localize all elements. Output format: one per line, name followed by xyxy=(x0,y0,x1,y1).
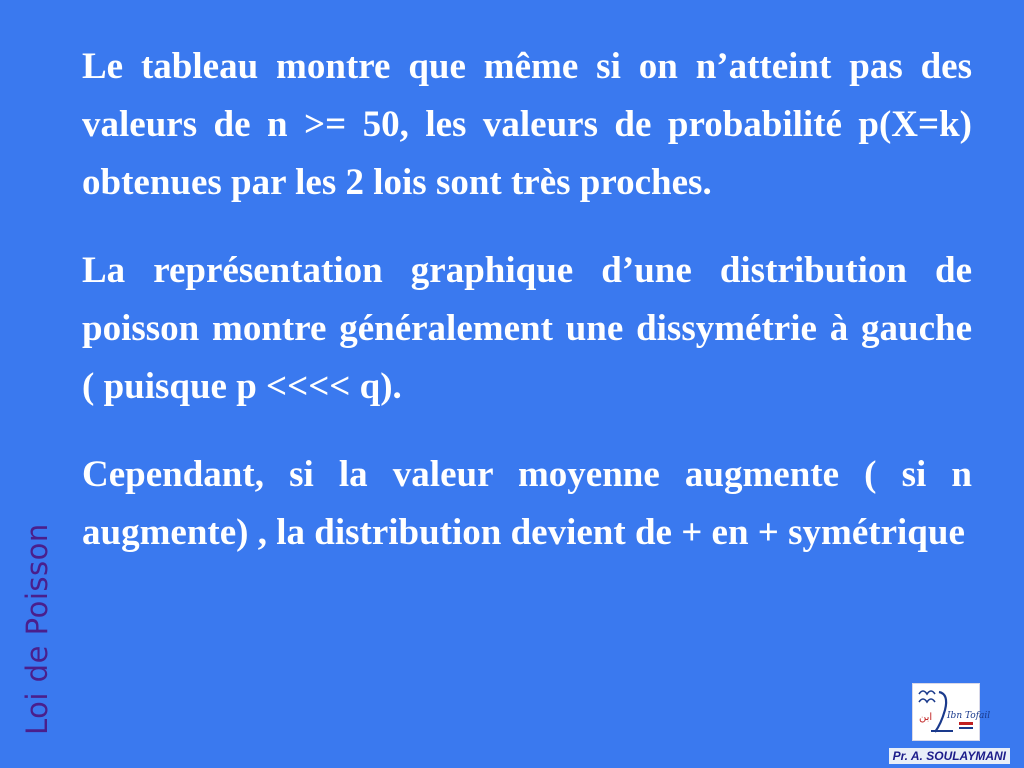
slide-body xyxy=(82,38,972,592)
paragraph-3: Cependant, si la valeur moyenne augmente ( si n augmente) , la distribution devient de + en + symétrique xyxy=(82,454,972,553)
university-logo-icon xyxy=(912,683,991,741)
author-label: Pr. A. SOULAYMANI xyxy=(889,748,1010,764)
svg-text:ﺍﺑﻦ: ﺍﺑﻦ xyxy=(919,712,933,723)
svg-text:Ibn Tofail: Ibn Tofail xyxy=(947,711,991,721)
paragraph-2: La représentation graphique d’une distribution de poisson montre généralement une dissymétrie à gauche ( puisque p <<<< q). xyxy=(82,250,972,407)
side-title: Loi de Poisson xyxy=(20,523,54,735)
paragraph-1: Le tableau montre que même si on n’atteint pas des valeurs de n >= 50, les valeurs de probabilité p(X=k) obtenues par les 2 lois sont très proches. xyxy=(82,46,972,203)
